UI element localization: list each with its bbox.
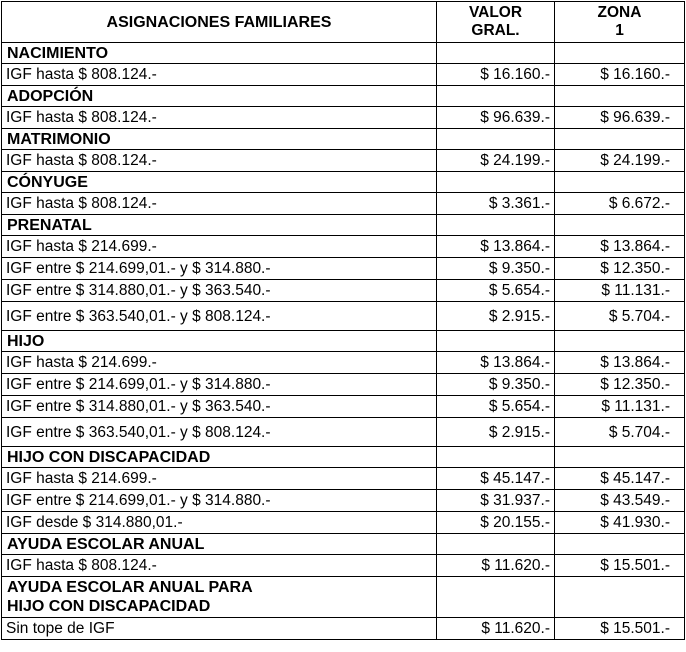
row-zona: $ 15.501.- [555, 555, 685, 577]
table-row [2, 280, 685, 302]
section-label: CÓNYUGE [2, 172, 437, 193]
table-row [2, 150, 685, 172]
row-zona: $ 13.864.- [555, 236, 685, 258]
row-valor-gral: $ 31.937.- [437, 490, 555, 512]
row-zona: $ 96.639.- [555, 107, 685, 129]
header-valor-line2: GRAL. [471, 22, 520, 39]
row-valor-gral: $ 13.864.- [437, 236, 555, 258]
row-valor-gral: $ 45.147.- [437, 468, 555, 490]
table-row [2, 396, 685, 418]
row-zona: $ 24.199.- [555, 150, 685, 172]
table-row [2, 555, 685, 577]
row-valor-gral: $ 5.654.- [437, 396, 555, 418]
table-row [2, 618, 685, 640]
section-label: MATRIMONIO [2, 129, 437, 150]
row-desc: IGF hasta $ 808.124.- [2, 64, 437, 86]
row-valor-gral: $ 9.350.- [437, 374, 555, 396]
header-valor-gral [437, 2, 555, 43]
table-row [2, 352, 685, 374]
section-row [2, 215, 685, 236]
row-valor-gral: $ 2.915.- [437, 302, 555, 331]
row-valor-gral: $ 13.864.- [437, 352, 555, 374]
table-row [2, 258, 685, 280]
section-row [2, 43, 685, 64]
table-row [2, 193, 685, 215]
row-desc: IGF entre $ 314.880,01.- y $ 363.540.- [2, 396, 437, 418]
header-title: ASIGNACIONES FAMILIARES [2, 2, 437, 43]
table-row [2, 490, 685, 512]
header-zona-line1: ZONA [597, 4, 642, 21]
header-zona [555, 2, 685, 43]
header-zona-line2: 1 [615, 22, 624, 39]
section-label: NACIMIENTO [2, 43, 437, 64]
section-row [2, 447, 685, 468]
asignaciones-table [1, 1, 685, 640]
section-label: AYUDA ESCOLAR ANUAL [2, 534, 437, 555]
table-row [2, 374, 685, 396]
table-row [2, 107, 685, 129]
section-row [2, 577, 685, 618]
row-valor-gral: $ 5.654.- [437, 280, 555, 302]
row-desc: IGF hasta $ 808.124.- [2, 193, 437, 215]
row-desc: IGF hasta $ 808.124.- [2, 555, 437, 577]
row-zona: $ 13.864.- [555, 352, 685, 374]
row-zona: $ 41.930.- [555, 512, 685, 534]
header-row [2, 2, 685, 43]
section-label: HIJO [2, 331, 437, 352]
row-zona: $ 5.704.- [555, 418, 685, 447]
row-desc: IGF entre $ 214.699,01.- y $ 314.880.- [2, 490, 437, 512]
row-zona: $ 11.131.- [555, 280, 685, 302]
row-zona: $ 11.131.- [555, 396, 685, 418]
row-desc: IGF entre $ 214.699,01.- y $ 314.880.- [2, 374, 437, 396]
section-label: HIJO CON DISCAPACIDAD [2, 447, 437, 468]
section-row [2, 86, 685, 107]
section-label: PRENATAL [2, 215, 437, 236]
row-desc: Sin tope de IGF [2, 618, 437, 640]
row-desc: IGF entre $ 214.699,01.- y $ 314.880.- [2, 258, 437, 280]
row-zona: $ 43.549.- [555, 490, 685, 512]
row-desc: IGF desde $ 314.880,01.- [2, 512, 437, 534]
row-desc: IGF entre $ 363.540,01.- y $ 808.124.- [2, 418, 437, 447]
row-zona: $ 15.501.- [555, 618, 685, 640]
row-valor-gral: $ 24.199.- [437, 150, 555, 172]
row-desc: IGF hasta $ 214.699.- [2, 468, 437, 490]
row-valor-gral: $ 96.639.- [437, 107, 555, 129]
row-zona: $ 45.147.- [555, 468, 685, 490]
row-valor-gral: $ 3.361.- [437, 193, 555, 215]
row-valor-gral: $ 9.350.- [437, 258, 555, 280]
row-desc: IGF hasta $ 808.124.- [2, 150, 437, 172]
section-label: ADOPCIÓN [2, 86, 437, 107]
header-valor-line1: VALOR [468, 4, 523, 21]
table-row [2, 64, 685, 86]
table-row [2, 418, 685, 447]
row-zona: $ 16.160.- [555, 64, 685, 86]
section-label [2, 577, 437, 618]
section-row [2, 534, 685, 555]
row-desc: IGF hasta $ 214.699.- [2, 236, 437, 258]
row-valor-gral: $ 11.620.- [437, 555, 555, 577]
table-row [2, 302, 685, 331]
row-zona: $ 12.350.- [555, 258, 685, 280]
table-row [2, 468, 685, 490]
table-row [2, 512, 685, 534]
row-zona: $ 6.672.- [555, 193, 685, 215]
row-desc: IGF hasta $ 808.124.- [2, 107, 437, 129]
section-label-line2: HIJO CON DISCAPACIDAD [7, 598, 211, 615]
row-valor-gral: $ 20.155.- [437, 512, 555, 534]
row-zona: $ 5.704.- [555, 302, 685, 331]
table-row [2, 236, 685, 258]
row-desc: IGF entre $ 314.880,01.- y $ 363.540.- [2, 280, 437, 302]
row-desc: IGF entre $ 363.540,01.- y $ 808.124.- [2, 302, 437, 331]
row-desc: IGF hasta $ 214.699.- [2, 352, 437, 374]
section-row [2, 129, 685, 150]
row-valor-gral: $ 16.160.- [437, 64, 555, 86]
section-row [2, 331, 685, 352]
section-label-line1: AYUDA ESCOLAR ANUAL PARA [7, 579, 253, 596]
row-zona: $ 12.350.- [555, 374, 685, 396]
section-row [2, 172, 685, 193]
row-valor-gral: $ 11.620.- [437, 618, 555, 640]
row-valor-gral: $ 2.915.- [437, 418, 555, 447]
